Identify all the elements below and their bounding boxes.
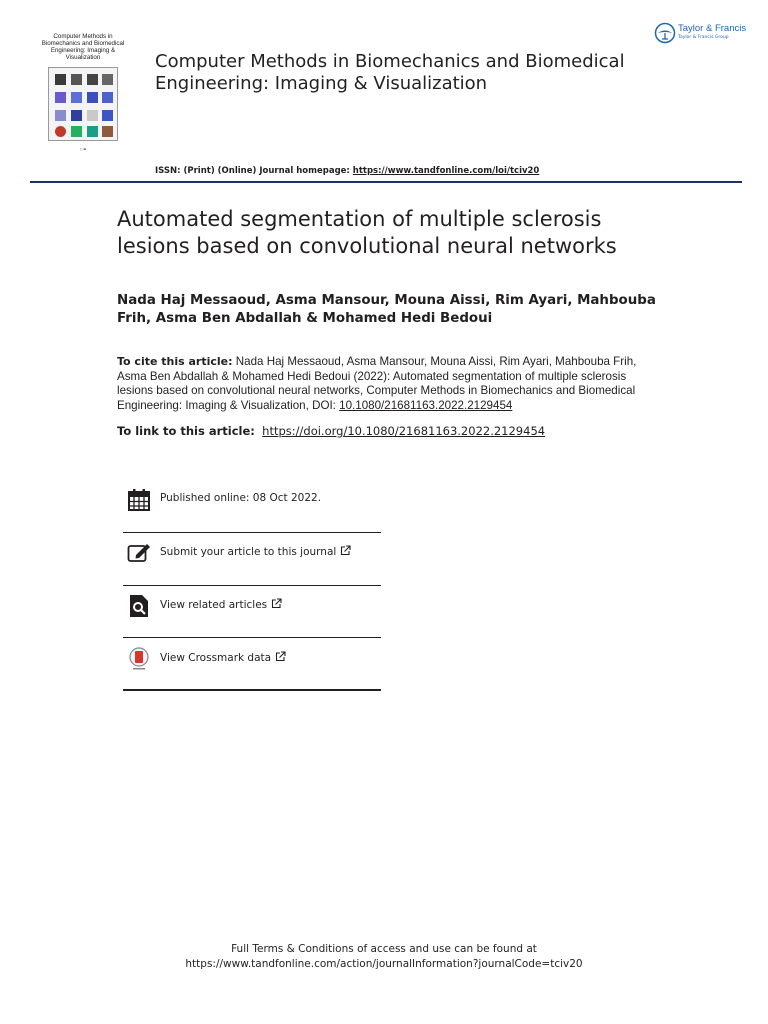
issn-label: ISSN: (Print) (Online) Journal homepage: — [155, 166, 353, 176]
header-divider — [30, 181, 742, 183]
cover-image-cell — [71, 92, 82, 103]
citation-block — [117, 355, 662, 413]
article-authors: Nada Haj Messaoud, Asma Mansour, Mouna Aissi, Rim Ayari, Mahbouba Frih, Asma Ben Abdallah & Mohamed Hedi Bedoui — [117, 293, 656, 326]
article-doi-url[interactable]: https://doi.org/10.1080/21681163.2022.2129454 — [262, 424, 546, 438]
cover-image-cell — [55, 110, 66, 121]
cover-image-cell — [87, 74, 98, 85]
cover-image-cell — [87, 126, 98, 137]
citation-label: To cite this article: — [117, 355, 233, 368]
footer-terms-line: Full Terms & Conditions of access and use can be found at — [231, 943, 537, 955]
cover-image-cell — [55, 126, 66, 137]
related-articles-link[interactable] — [123, 580, 381, 633]
edit-icon — [127, 541, 151, 565]
submit-article-link[interactable] — [123, 527, 381, 580]
cover-image-cell — [55, 74, 66, 85]
cover-image-cell — [71, 126, 82, 137]
external-link-icon — [275, 651, 286, 662]
article-title: Automated segmentation of multiple sclerosis lesions based on convolutional neural networks — [117, 207, 617, 258]
journal-cover-thumbnail — [30, 28, 136, 174]
cover-image-cell — [55, 92, 66, 103]
issn-line — [155, 166, 539, 176]
cover-image-cell — [71, 110, 82, 121]
submit-article-text: Submit your article to this journal — [160, 546, 337, 558]
related-articles-label — [160, 598, 282, 611]
cover-title — [30, 33, 136, 61]
journal-title: Computer Methods in Biomechanics and Biomedical Engineering: Imaging & Visualization — [155, 51, 625, 94]
submit-article-label — [160, 545, 351, 558]
cover-image-cell — [87, 92, 98, 103]
cover-image-cell — [102, 126, 113, 137]
cover-image-cell — [71, 74, 82, 85]
cover-image-grid — [48, 67, 118, 141]
footer-terms-url[interactable]: https://www.tandfonline.com/action/journalInformation?journalCode=tciv20 — [185, 958, 583, 970]
calendar-icon — [127, 488, 151, 512]
crossmark-text: View Crossmark data — [160, 652, 272, 664]
cover-image-cell — [102, 74, 113, 85]
published-online-row — [123, 474, 381, 527]
external-link-icon — [340, 545, 351, 556]
article-link-line — [117, 424, 545, 438]
external-link-icon — [271, 598, 282, 609]
cover-title-line: Engineering: Imaging & — [50, 47, 116, 54]
article-link-label: To link to this article: — [117, 424, 255, 438]
cover-publisher-logo: ○ ▬ — [79, 147, 87, 151]
search-document-icon — [127, 594, 151, 618]
citation-doi-link[interactable]: 10.1080/21681163.2022.2129454 — [339, 398, 513, 412]
cover-title-line: Visualization — [65, 54, 101, 61]
published-online-label: Published online: 08 Oct 2022. — [160, 492, 322, 504]
footer-terms — [0, 942, 768, 972]
related-articles-text: View related articles — [160, 599, 268, 611]
publisher-emblem-icon — [654, 22, 676, 44]
publisher-name: Taylor & Francis — [678, 23, 747, 34]
publisher-logo[interactable] — [654, 22, 754, 46]
crossmark-label — [160, 651, 286, 664]
cover-title-line: Computer Methods in — [53, 33, 113, 40]
crossmark-icon — [127, 647, 151, 671]
publisher-subtitle: Taylor & Francis Group — [678, 35, 729, 40]
cover-image-cell — [87, 110, 98, 121]
cover-image-cell — [102, 92, 113, 103]
action-divider — [123, 689, 381, 691]
crossmark-link[interactable] — [123, 633, 381, 686]
cover-title-line: Biomechanics and Biomedical — [41, 40, 125, 47]
cover-image-cell — [102, 110, 113, 121]
citation-text: Nada Haj Messaoud, Asma Mansour, Mouna Aissi, Rim Ayari, Mahbouba Frih, Asma Ben Abdallah & Mohamed Hedi Bedoui (2022): Automated segmentation of multiple sclerosis lesions based on convolutional neural networks, Computer Methods in Biomechanics and Biomedical Engineering: Imaging & Visualization, DOI: — [117, 355, 637, 412]
journal-homepage-link[interactable]: https://www.tandfonline.com/loi/tciv20 — [352, 166, 540, 176]
